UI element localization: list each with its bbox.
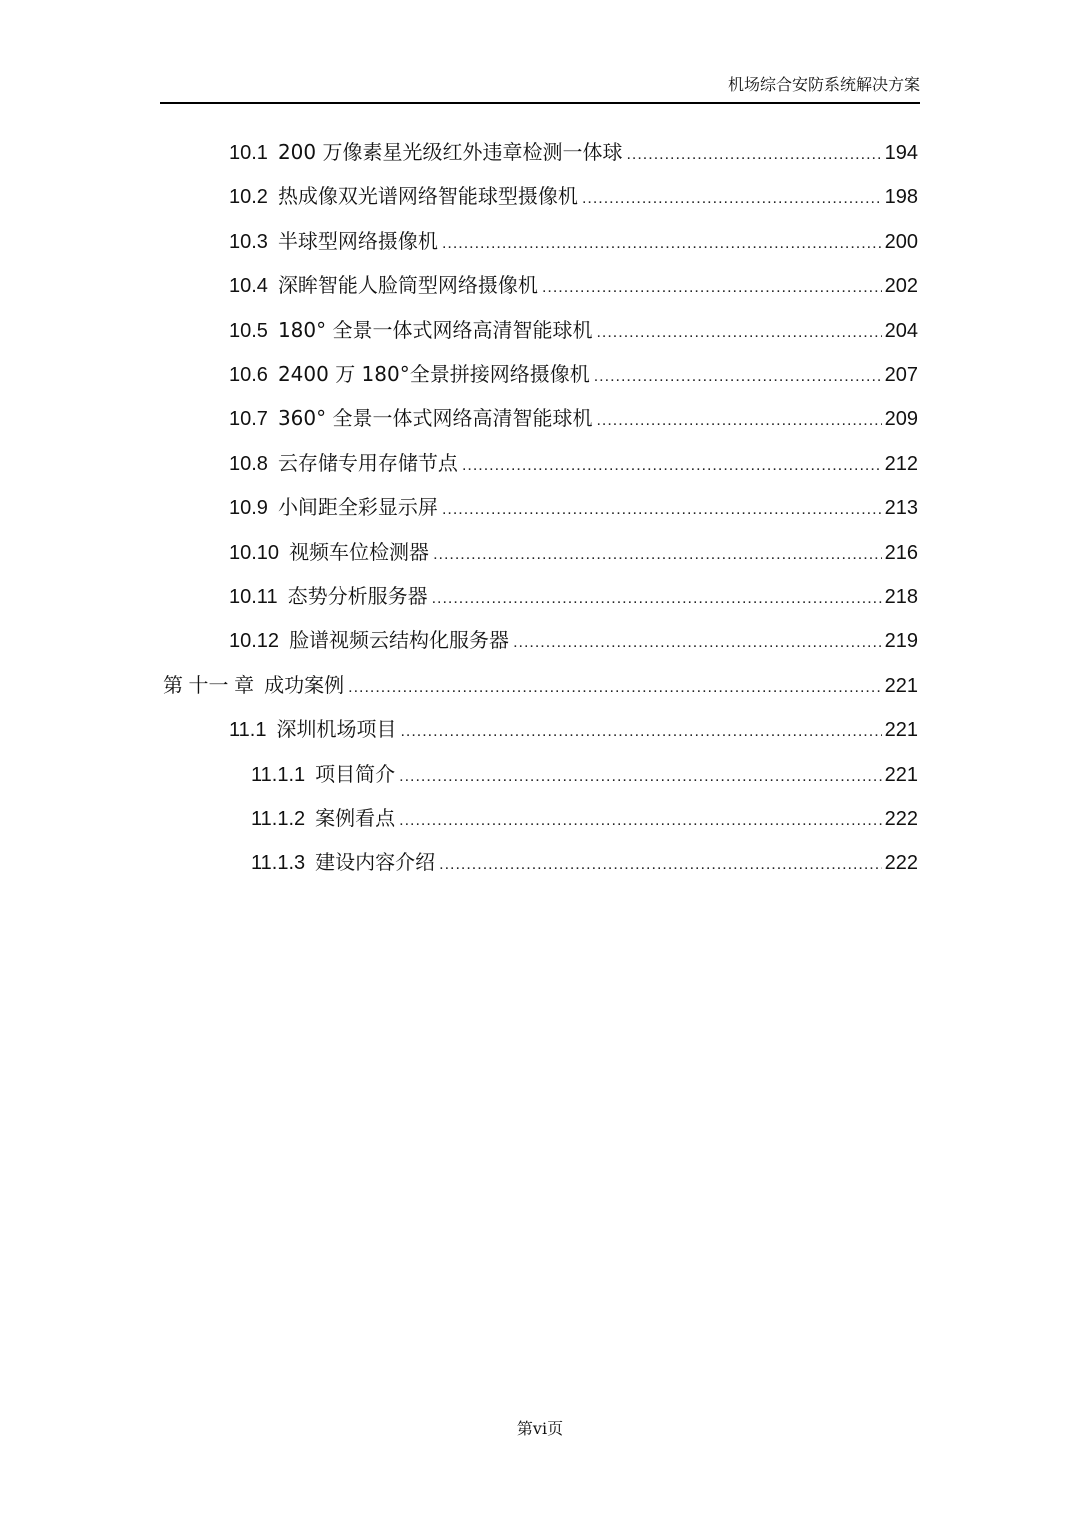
- toc-entry-text: 云存储专用存储节点: [277, 450, 458, 475]
- toc-entry-number: 10.9: [229, 497, 268, 520]
- toc-entry-number: 10.3: [229, 230, 268, 253]
- toc-entry[interactable]: [229, 263, 918, 307]
- toc-entry[interactable]: [229, 574, 918, 618]
- toc-dot-leader: [596, 399, 881, 443]
- toc-entry-page-number: 221: [884, 719, 918, 742]
- toc-entry-number: 11.1.3: [251, 852, 306, 875]
- toc-entry-title: [229, 396, 592, 441]
- toc-entry-text: 项目简介: [315, 761, 396, 786]
- toc-entry-title: [229, 308, 592, 353]
- toc-entry-text: 2400 万 180°全景拼接网络摄像机: [277, 362, 590, 386]
- toc-entry-number: 第 十一 章: [163, 674, 255, 697]
- toc-entry[interactable]: [229, 352, 918, 396]
- toc-entry-page-number: 218: [884, 586, 918, 608]
- toc-entry-text: 案例看点: [315, 806, 396, 830]
- toc-entry-text: 脸谱视频云结构化服务器: [289, 628, 510, 653]
- toc-entry-text: 深圳机场项目: [276, 717, 397, 742]
- toc-dot-leader: [433, 533, 882, 577]
- toc-entry[interactable]: [251, 796, 918, 840]
- toc-dot-leader: [582, 177, 882, 221]
- toc-entry[interactable]: [229, 396, 918, 440]
- toc-entry[interactable]: [163, 663, 918, 707]
- toc-entry-number: 10.11: [229, 586, 278, 608]
- toc-entry-page-number: 221: [884, 763, 918, 786]
- toc-entry-number: 10.4: [229, 275, 268, 298]
- toc-entry-title: [229, 707, 396, 752]
- toc-entry-number: 11.1: [229, 719, 267, 742]
- toc-entry-number: 10.7: [229, 408, 268, 431]
- toc-entry[interactable]: [229, 219, 918, 263]
- toc-entry-page-number: 204: [884, 319, 918, 342]
- toc-entry-text: 成功案例: [264, 672, 345, 697]
- toc-entry-title: [251, 796, 395, 841]
- toc-entry[interactable]: [251, 840, 918, 884]
- toc-entry-text: 热成像双光谱网络智能球型摄像机: [277, 184, 578, 209]
- toc-dot-leader: [594, 355, 882, 399]
- toc-entry-title: [229, 130, 622, 175]
- toc-entry-text: 小间距全彩显示屏: [277, 495, 438, 520]
- toc-entry[interactable]: [229, 485, 918, 529]
- toc-entry-number: 10.5: [229, 319, 268, 342]
- toc-entry-text: 建设内容介绍: [315, 850, 436, 875]
- toc-entry-title: [251, 752, 395, 797]
- toc-entry-number: 10.1: [229, 142, 268, 164]
- toc-entry-number: 10.8: [229, 452, 268, 475]
- toc-entry-title: [229, 574, 428, 619]
- toc-entry-number: 10.10: [229, 541, 280, 564]
- toc-dot-leader: [513, 621, 882, 665]
- toc-dot-leader: [442, 488, 882, 532]
- toc-entry-number: 10.2: [229, 186, 268, 209]
- toc-entry-title: [251, 840, 435, 885]
- toc-dot-leader: [596, 311, 881, 355]
- toc-entry-title: [229, 618, 509, 663]
- toc-entry-text: 态势分析服务器: [287, 584, 428, 608]
- toc-entry-page-number: 219: [884, 630, 918, 653]
- toc-entry[interactable]: [229, 130, 918, 174]
- toc-entry-page-number: 207: [884, 364, 918, 386]
- toc-entry[interactable]: [251, 752, 918, 796]
- toc-entry-text: 视频车位检测器: [289, 539, 430, 564]
- toc-entry[interactable]: [229, 530, 918, 574]
- toc-entry[interactable]: [229, 707, 918, 751]
- running-header: 机场综合安防系统解决方案: [160, 74, 920, 104]
- toc-entry[interactable]: [229, 441, 918, 485]
- toc-entry-page-number: 209: [884, 408, 918, 431]
- toc-entry-page-number: 216: [884, 541, 918, 564]
- toc-entry-title: [229, 219, 438, 264]
- toc-dot-leader: [348, 666, 882, 710]
- toc-entry-page-number: 222: [884, 808, 918, 830]
- toc-entry-title: [163, 663, 344, 708]
- toc-entry-title: [229, 352, 590, 397]
- toc-entry-number: 10.12: [229, 630, 280, 653]
- toc-entry-text: 180° 全景一体式网络高清智能球机: [277, 317, 593, 342]
- toc-entry[interactable]: [229, 308, 918, 352]
- toc-entry-number: 11.1.1: [251, 763, 306, 786]
- toc-entry[interactable]: [229, 618, 918, 662]
- toc-entry-page-number: 222: [884, 852, 918, 875]
- page-number-footer: 第vi页: [516, 1419, 564, 1438]
- toc-entry-text: 360° 全景一体式网络高清智能球机: [277, 406, 593, 431]
- toc-entry[interactable]: [229, 174, 918, 218]
- toc-entry-text: 半球型网络摄像机: [277, 228, 438, 253]
- toc-dot-leader: [399, 755, 882, 799]
- toc-entry-number: 10.6: [229, 364, 268, 386]
- toc-dot-leader: [399, 799, 882, 843]
- toc-entry-page-number: 213: [884, 497, 918, 520]
- toc-dot-leader: [400, 710, 881, 754]
- toc-dot-leader: [626, 133, 881, 177]
- toc-entry-page-number: 198: [884, 186, 918, 209]
- toc-entry-title: [229, 263, 538, 308]
- toc-entry-text: 深眸智能人脸筒型网络摄像机: [277, 273, 538, 298]
- toc-entry-title: [229, 485, 438, 530]
- toc-entry-page-number: 194: [884, 142, 918, 164]
- toc-entry-page-number: 202: [884, 275, 918, 298]
- toc-dot-leader: [432, 577, 882, 621]
- toc-dot-leader: [439, 843, 882, 887]
- toc-entry-title: [229, 441, 458, 486]
- toc-dot-leader: [542, 266, 882, 310]
- toc-entry-page-number: 221: [884, 674, 918, 697]
- toc-entry-title: [229, 174, 578, 219]
- toc-entry-number: 11.1.2: [251, 808, 306, 830]
- toc-entry-text: 200 万像素星光级红外违章检测一体球: [277, 140, 623, 164]
- toc-dot-leader: [442, 222, 882, 266]
- toc-entry-title: [229, 530, 429, 575]
- toc-entry-page-number: 212: [884, 452, 918, 475]
- toc-entry-page-number: 200: [884, 230, 918, 253]
- toc-dot-leader: [462, 444, 882, 488]
